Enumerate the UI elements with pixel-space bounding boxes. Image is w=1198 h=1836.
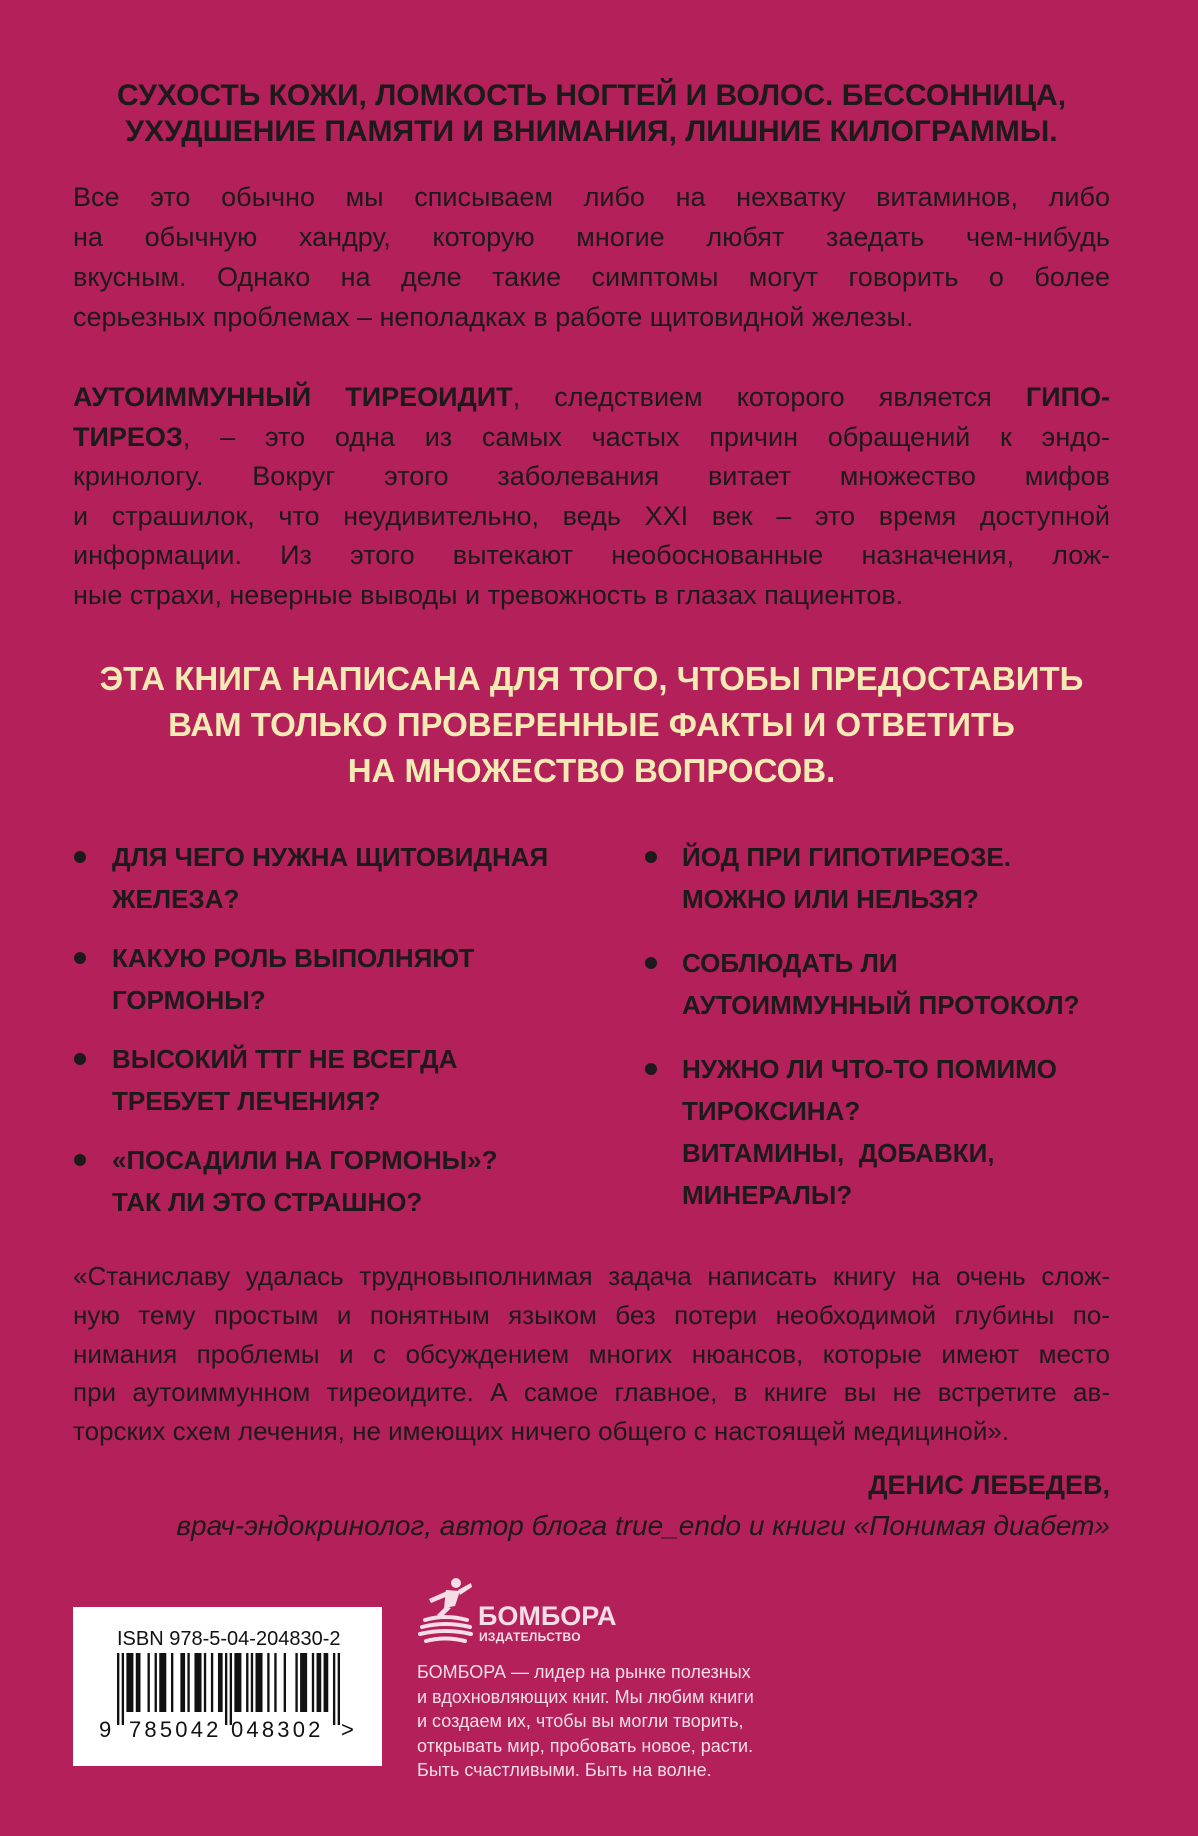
barcode-bar — [180, 1653, 185, 1712]
term-hypothyroidism-start: ГИПО- — [1025, 382, 1110, 412]
bullet-dot — [74, 1053, 86, 1065]
question-line: МОЖНО ИЛИ НЕЛЬЗЯ? — [682, 884, 979, 914]
barcode-bar — [312, 1653, 314, 1712]
quote-line: торских схем лечения, не имеющих ничего общего с настоящей медициной». — [73, 1416, 1010, 1447]
term-autoimmune-thyroiditis: АУТОИММУННЫЙ ТИРЕОИДИТ — [73, 382, 513, 412]
description-text: , – это одна из самых частых причин обращений к эндо- — [182, 421, 1110, 452]
question-line: ВЫСОКИЙ ТТГ НЕ ВСЕГДА — [112, 1044, 458, 1074]
question-item — [74, 1038, 634, 1122]
barcode-guard-bar — [333, 1653, 335, 1725]
surfer-wave-icon — [417, 1576, 473, 1644]
description-line: информации. Из этого вытекают необоснованные назначения, лож- — [73, 540, 1110, 571]
question-line: ДЛЯ ЧЕГО НУЖНА ЩИТОВИДНАЯ — [112, 842, 549, 872]
bullet-dot — [645, 957, 657, 969]
intro-line: Все это обычно мы списываем либо на нехватку витаминов, либо — [73, 182, 1110, 212]
barcode-left-digits: 785042 — [129, 1717, 222, 1742]
publisher-line: Быть счастливыми. Быть на волне. — [417, 1760, 712, 1780]
logo-wave — [420, 1631, 471, 1634]
reviewer-role: врач-эндокринолог, автор блога true_endo и книги «Понимая диабет» — [176, 1510, 1110, 1541]
barcode-bar — [234, 1653, 241, 1712]
barcode-lead-digit: 9 — [99, 1717, 112, 1742]
barcode-bar — [267, 1653, 269, 1712]
barcode-bar — [155, 1653, 157, 1712]
term-hypothyroidism-end: ТИРЕОЗ — [73, 421, 183, 452]
barcode-bars — [117, 1653, 340, 1725]
question-line: ТАК ЛИ ЭТО СТРАШНО? — [112, 1187, 423, 1217]
barcode-bar — [204, 1653, 206, 1712]
barcode-quiet-zone-marker: > — [341, 1717, 354, 1742]
barcode-right-digits: 048302 — [231, 1717, 324, 1742]
intro-line: вкусным. Однако на деле такие симптомы могут говорить о более — [73, 262, 1110, 292]
headline — [73, 78, 1110, 150]
barcode-guard-bar — [230, 1653, 232, 1725]
logo-figure-head — [451, 1578, 461, 1588]
barcode-bar — [136, 1653, 141, 1712]
barcode-bar — [251, 1653, 253, 1712]
publisher-line: и создаем их, чтобы вы могли творить, — [417, 1711, 744, 1731]
barcode-bar — [246, 1653, 248, 1712]
logo-wave — [425, 1617, 467, 1620]
bullet-dot — [74, 1154, 86, 1166]
description-line: кринологу. Вокруг этого заболевания витает множество мифов — [73, 461, 1110, 492]
barcode-bar — [300, 1653, 307, 1712]
publisher-logo-subtitle: ИЗДАТЕЛЬСТВО — [479, 1630, 581, 1644]
barcode-bar — [194, 1653, 201, 1712]
logo-wave — [422, 1624, 470, 1627]
barcode-guard-bar — [338, 1653, 340, 1725]
question-item — [74, 1139, 634, 1223]
question-line: ТРЕБУЕТ ЛЕЧЕНИЯ? — [112, 1086, 381, 1116]
quote-line: «Станиславу удалась трудновыполнимая задача написать книгу на очень слож- — [73, 1261, 1110, 1291]
barcode-bar — [159, 1653, 166, 1712]
question-line: ГОРМОНЫ? — [112, 985, 266, 1015]
quote-line: ную тему простым и понятным языком без потери необходимой глубины по- — [73, 1299, 1110, 1330]
barcode-bar — [274, 1653, 276, 1712]
quote-line: при аутоиммунном тиреоидите. А самое главное, в книге вы не встретите ав- — [73, 1377, 1110, 1408]
intro-paragraph — [73, 177, 1110, 337]
barcode-bar — [284, 1653, 286, 1712]
review-quote — [73, 1257, 1110, 1451]
isbn-barcode — [73, 1607, 382, 1766]
highlight-line: НА МНОЖЕСТВО ВОПРОСОВ. — [347, 752, 836, 789]
description-text: , следствием которого является — [512, 382, 1026, 412]
publisher-description — [417, 1660, 754, 1783]
question-line: ТИРОКСИНА? — [682, 1096, 861, 1126]
headline-line: УХУДШЕНИЕ ПАМЯТИ И ВНИМАНИЯ, ЛИШНИЕ КИЛОГРАММЫ. — [125, 115, 1058, 148]
question-line: АУТОИММУННЫЙ ПРОТОКОЛ? — [682, 990, 1080, 1020]
description-line: и страшилок, что неудивительно, ведь XXI век – это время доступной — [73, 500, 1110, 531]
highlight-heading — [73, 656, 1110, 794]
questions-right-column — [645, 836, 1185, 1238]
publisher-logo-name: БОМБОРА — [478, 1601, 617, 1631]
highlight-line: ВАМ ТОЛЬКО ПРОВЕРЕННЫЕ ФАКТЫ И ОТВЕТИТЬ — [168, 706, 1015, 743]
intro-line: серьезных проблемах – неполадках в работе щитовидной железы. — [73, 302, 914, 332]
question-line: МИНЕРАЛЫ? — [682, 1180, 853, 1210]
description-line — [73, 418, 1110, 458]
barcode-bar — [317, 1653, 322, 1712]
question-item — [74, 937, 634, 1021]
barcode-bar — [255, 1653, 262, 1712]
bullet-dot — [645, 851, 657, 863]
question-line: ВИТАМИНЫ, ДОБАВКИ, — [682, 1138, 995, 1168]
barcode-bar — [148, 1653, 150, 1712]
question-item — [645, 942, 1185, 1026]
barcode-bar — [324, 1653, 329, 1712]
questions-left-column — [74, 836, 634, 1240]
highlight-line: ЭТА КНИГА НАПИСАНА ДЛЯ ТОГО, ЧТОБЫ ПРЕДОСТАВИТЬ — [99, 660, 1084, 697]
barcode-bar — [218, 1653, 223, 1712]
question-item — [74, 836, 634, 920]
barcode-bar — [171, 1653, 173, 1712]
publisher-line: БОМБОРА — лидер на рынке полезных — [417, 1662, 751, 1682]
barcode-bar — [211, 1653, 213, 1712]
barcode-guard-bar — [117, 1653, 119, 1725]
isbn-number: ISBN 978-5-04-204830-2 — [117, 1628, 341, 1650]
question-line: ЖЕЛЕЗА? — [112, 884, 240, 914]
bullet-dot — [74, 851, 86, 863]
reviewer-name: ДЕНИС ЛЕБЕДЕВ, — [868, 1470, 1110, 1500]
question-line: ЙОД ПРИ ГИПОТИРЕОЗЕ. — [682, 842, 1011, 872]
question-item — [645, 1048, 1185, 1216]
barcode-bar — [295, 1653, 297, 1712]
bullet-dot — [74, 952, 86, 964]
logo-wave — [426, 1639, 465, 1642]
description-line — [73, 378, 1110, 418]
question-line: «ПОСАДИЛИ НА ГОРМОНЫ»? — [112, 1145, 498, 1175]
publisher-line: открывать мир, пробовать новое, расти. — [417, 1735, 754, 1756]
barcode-bar — [126, 1653, 133, 1712]
question-line: СОБЛЮДАТЬ ЛИ — [682, 948, 898, 978]
headline-line: СУХОСТЬ КОЖИ, ЛОМКОСТЬ НОГТЕЙ И ВОЛОС. БЕССОННИЦА, — [116, 79, 1067, 112]
quote-line: нимания проблемы и с обсуждением многих нюансов, которые имеют место — [73, 1338, 1110, 1369]
question-item — [645, 836, 1185, 920]
barcode-guard-bar — [225, 1653, 227, 1725]
question-line: КАКУЮ РОЛЬ ВЫПОЛНЯЮТ — [112, 943, 475, 973]
barcode-bar — [187, 1653, 189, 1712]
barcode-guard-bar — [122, 1653, 124, 1725]
description-paragraph — [73, 378, 1110, 616]
description-line: ные страхи, неверные выводы и тревожность в глазах пациентов. — [73, 579, 904, 610]
bullet-dot — [645, 1063, 657, 1075]
publisher-line: и вдохновляющих книг. Мы любим книги — [417, 1686, 754, 1707]
intro-line: на обычную хандру, которую многие любят заедать чем-нибудь — [73, 222, 1110, 252]
question-line: НУЖНО ЛИ ЧТО-ТО ПОМИМО — [682, 1054, 1058, 1084]
